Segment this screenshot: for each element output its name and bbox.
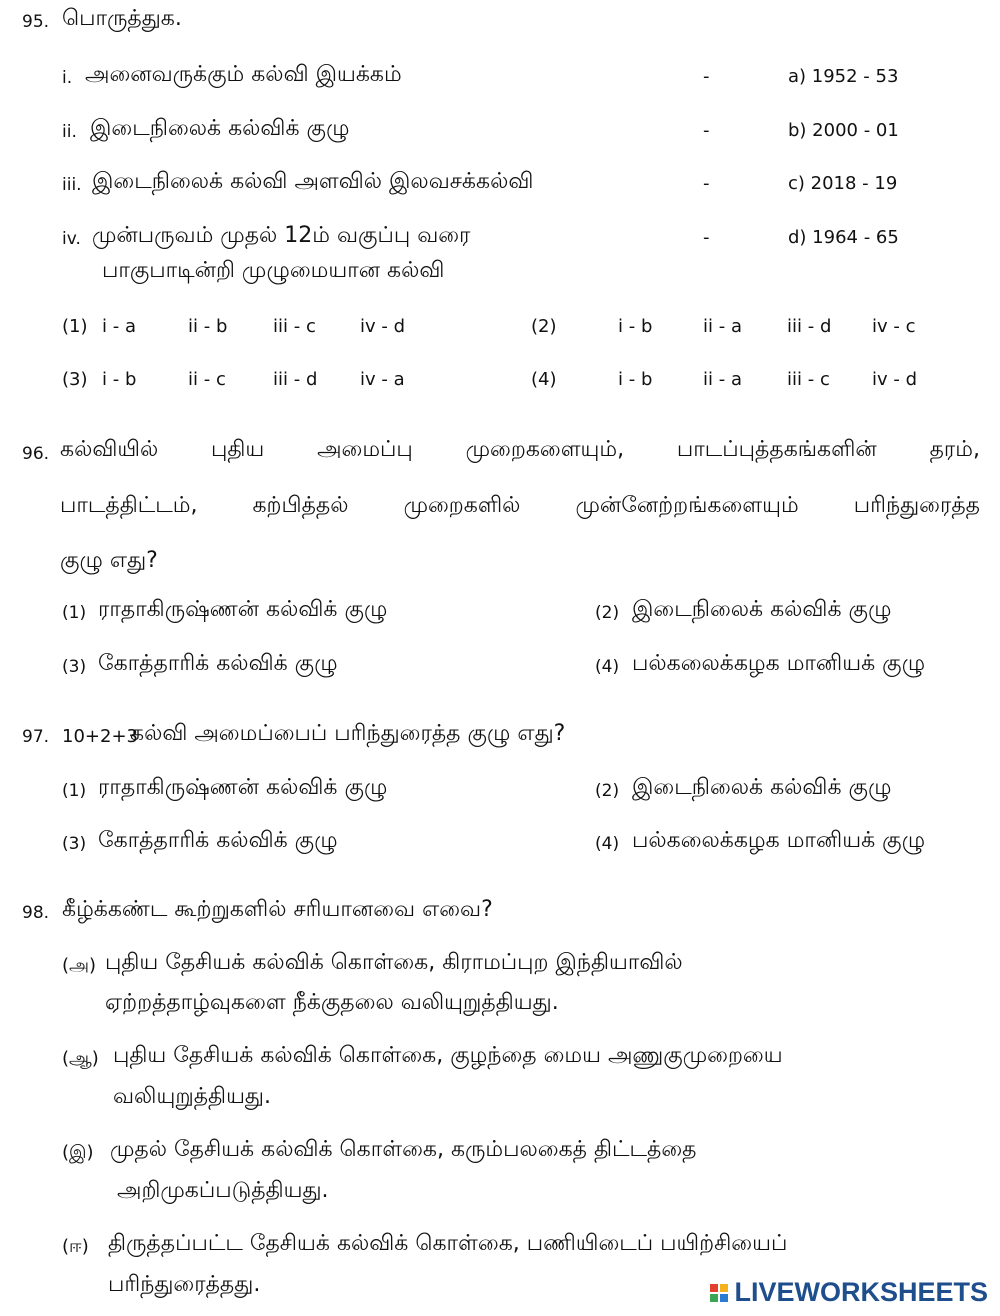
- q97-question: கல்வி அமைப்பைப் பரிந்துரைத்த குழு எது?: [130, 721, 566, 746]
- q95-option-part: i - b: [618, 316, 653, 337]
- q96-option-number: (3): [62, 657, 87, 677]
- q96-word: தரம்,: [929, 437, 980, 462]
- q97-option-number: (3): [62, 834, 87, 854]
- q95-option-part: iv - a: [360, 369, 405, 390]
- q95-option-part: i - a: [102, 316, 136, 337]
- q96-word: முறைகளையும்,: [465, 437, 625, 462]
- q96-word: முன்னேற்றங்களையும்: [575, 493, 799, 518]
- q98-statement-label: (ஈ): [62, 1236, 89, 1257]
- q97-option-text: பல்கலைக்கழக மானியக் குழு: [632, 828, 926, 853]
- q97-option-text: இடைநிலைக் கல்விக் குழு: [632, 775, 892, 800]
- liveworksheets-logo-icon: [710, 1284, 728, 1302]
- q98-statement-label: (ஆ): [62, 1048, 99, 1069]
- q95-item-match: a) 1952 - 53: [788, 66, 899, 87]
- q95-item-match: c) 2018 - 19: [788, 173, 898, 194]
- q96-word: அமைப்பு: [317, 437, 413, 462]
- q96-number: 96.: [22, 444, 50, 464]
- q97-option-text: கோத்தாரிக் கல்விக் குழு: [98, 828, 338, 853]
- q95-option-part: iv - c: [872, 316, 916, 337]
- q95-option-part: iii - c: [787, 369, 830, 390]
- q95-item-text: இடைநிலைக் கல்விக் குழு: [90, 116, 350, 141]
- q97-number: 97.: [22, 727, 50, 747]
- logo-square: [710, 1284, 718, 1292]
- q95-title: பொருத்துக.: [62, 6, 182, 31]
- q95-option-number: (2): [531, 316, 557, 337]
- q96-word: முறைகளில்: [403, 493, 521, 518]
- q95-option-part: ii - c: [188, 369, 226, 390]
- q95-item-dash: -: [703, 66, 710, 87]
- q96-option-number: (1): [62, 603, 87, 623]
- q95-item-roman: ii.: [62, 122, 77, 142]
- q95-item-match: d) 1964 - 65: [788, 227, 899, 248]
- q95-option-part: iii - d: [273, 369, 318, 390]
- q96-question-end: குழு எது?: [60, 548, 158, 573]
- logo-square: [720, 1294, 728, 1302]
- q96-option-number: (2): [595, 603, 620, 623]
- q95-item-dash: -: [703, 173, 710, 194]
- liveworksheets-watermark: [710, 1277, 988, 1308]
- q95-item-text: இடைநிலைக் கல்வி அளவில் இலவசக்கல்வி: [92, 169, 534, 194]
- q96-option-number: (4): [595, 657, 620, 677]
- q95-option-part: iii - d: [787, 316, 832, 337]
- q96-option-text: கோத்தாரிக் கல்விக் குழு: [98, 651, 338, 676]
- q98-statement-text-continued: வலியுறுத்தியது.: [113, 1084, 272, 1109]
- q98-question: கீழ்க்கண்ட கூற்றுகளில் சரியானவை எவை?: [62, 897, 493, 922]
- q98-statement-text-continued: அறிமுகப்படுத்தியது.: [117, 1178, 329, 1203]
- q98-statement-text: திருத்தப்பட்ட தேசியக் கல்விக் கொள்கை, பணியிடைப் பயிற்சியைப்: [108, 1231, 788, 1256]
- q95-option-part: i - b: [618, 369, 653, 390]
- q95-item-roman: i.: [62, 68, 73, 88]
- q97-prefix: 10+2+3: [62, 726, 138, 747]
- q95-option-number: (4): [531, 369, 557, 390]
- q95-option-part: iv - d: [360, 316, 406, 337]
- q96-word: பாடப்புத்தகங்களின்: [676, 437, 877, 462]
- q96-word: கற்பித்தல்: [252, 493, 349, 518]
- q95-option-part: ii - b: [188, 316, 228, 337]
- q98-statement-text: புதிய தேசியக் கல்விக் கொள்கை, கிராமப்புற இந்தியாவில்: [105, 950, 683, 975]
- q97-option-text: ராதாகிருஷ்ணன் கல்விக் குழு: [98, 775, 388, 800]
- q98-statement-label: (அ): [62, 955, 97, 976]
- q98-number: 98.: [22, 903, 50, 923]
- q95-item-text: முன்பருவம் முதல் 12ம் வகுப்பு வரை: [92, 223, 471, 248]
- q97-option-number: (4): [595, 834, 620, 854]
- q96-question-line: [60, 493, 980, 521]
- q95-option-number: (1): [62, 316, 88, 337]
- q95-item-text-continued: பாகுபாடின்றி முழுமையான கல்வி: [102, 258, 445, 283]
- q95-item-match: b) 2000 - 01: [788, 120, 899, 141]
- q95-option-number: (3): [62, 369, 88, 390]
- q95-option-part: iv - d: [872, 369, 918, 390]
- logo-square: [720, 1284, 728, 1292]
- q95-item-roman: iv.: [62, 229, 81, 249]
- q98-statement-text: முதல் தேசியக் கல்விக் கொள்கை, கரும்பலகைத் திட்டத்தை: [110, 1137, 697, 1162]
- q96-word: கல்வியில்: [60, 437, 159, 462]
- q98-statement-text: புதிய தேசியக் கல்விக் கொள்கை, குழந்தை மைய அணுகுமுறையை: [113, 1043, 783, 1068]
- q98-statement-text-continued: பரிந்துரைத்தது.: [108, 1272, 261, 1297]
- q95-item-roman: iii.: [62, 175, 82, 195]
- q95-item-dash: -: [703, 120, 710, 141]
- q95-option-part: iii - c: [273, 316, 316, 337]
- logo-square: [710, 1294, 718, 1302]
- q96-question-line: [60, 437, 980, 465]
- q97-option-number: (2): [595, 781, 620, 801]
- q98-statement-label: (இ): [62, 1142, 94, 1163]
- q95-item-dash: -: [703, 227, 710, 248]
- q96-option-text: ராதாகிருஷ்ணன் கல்விக் குழு: [98, 597, 388, 622]
- q96-word: புதிய: [211, 437, 265, 462]
- q96-option-text: பல்கலைக்கழக மானியக் குழு: [632, 651, 926, 676]
- q96-word: பரிந்துரைத்த: [853, 493, 980, 518]
- q95-item-text: அனைவருக்கும் கல்வி இயக்கம்: [85, 62, 402, 87]
- q95-option-part: ii - a: [703, 316, 742, 337]
- q95-option-part: i - b: [102, 369, 137, 390]
- q96-word: பாடத்திட்டம்,: [60, 493, 198, 518]
- q96-option-text: இடைநிலைக் கல்விக் குழு: [632, 597, 892, 622]
- q98-statement-text-continued: ஏற்றத்தாழ்வுகளை நீக்குதலை வலியுறுத்தியது.: [105, 990, 559, 1015]
- q95-number: 95.: [22, 12, 50, 32]
- watermark-text: LIVEWORKSHEETS: [734, 1277, 988, 1307]
- q95-option-part: ii - a: [703, 369, 742, 390]
- q97-option-number: (1): [62, 781, 87, 801]
